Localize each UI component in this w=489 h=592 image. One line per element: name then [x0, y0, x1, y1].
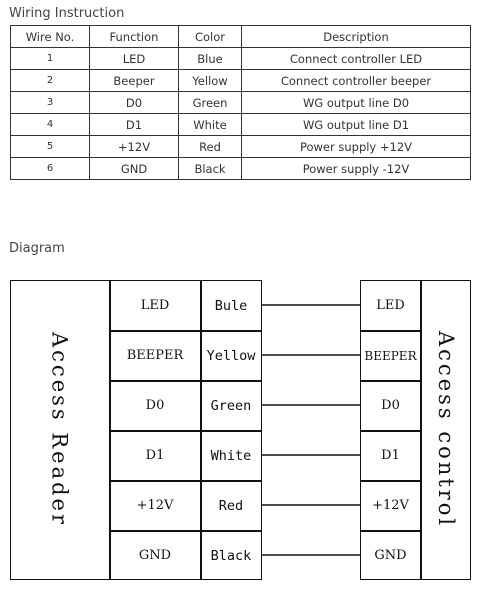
access-control-label: Access control [434, 331, 458, 529]
cell-description: WG output line D0 [242, 92, 471, 114]
access-reader-label: Access Reader [47, 332, 72, 528]
control-function-d0: D0 [381, 398, 400, 413]
cell-function: Beeper [90, 70, 179, 92]
control-function-gnd: GND [374, 548, 407, 563]
cell-wire-no: 5 [11, 136, 90, 158]
cell-function: D1 [90, 114, 179, 136]
cell-wire-no: 6 [11, 158, 90, 180]
reader-function-beeper: BEEPER [126, 348, 184, 363]
cell-description: Connect controller beeper [242, 70, 471, 92]
cell-color: Blue [179, 48, 242, 70]
cell-function: GND [90, 158, 179, 180]
color-cell: White [210, 447, 252, 464]
cell-wire-no: 3 [11, 92, 90, 114]
cell-color: Black [179, 158, 242, 180]
cell-wire-no: 4 [11, 114, 90, 136]
col-header-wire-no: Wire No. [11, 26, 90, 48]
reader-function-led: LED [140, 298, 170, 313]
reader-function-12v: +12V [136, 498, 174, 513]
diagram-title: Diagram [9, 241, 65, 256]
color-cell: Bule [214, 297, 248, 314]
col-header-function: Function [90, 26, 179, 48]
control-function-12v: +12V [372, 498, 409, 513]
cell-function: D0 [90, 92, 179, 114]
cell-wire-no: 1 [11, 48, 90, 70]
cell-description: Power supply -12V [242, 158, 471, 180]
control-function-d1: D1 [381, 448, 400, 463]
cell-wire-no: 2 [11, 70, 90, 92]
wiring-instruction-title: Wiring Instruction [9, 6, 125, 21]
cell-function: +12V [90, 136, 179, 158]
color-cell: Red [218, 497, 244, 514]
reader-function-d0: D0 [145, 398, 165, 413]
cell-description: Power supply +12V [242, 136, 471, 158]
control-function-led: LED [376, 298, 405, 313]
cell-color: Red [179, 136, 242, 158]
col-header-color: Color [179, 26, 242, 48]
control-function-beeper: BEEPER [364, 348, 417, 363]
reader-function-d1: D1 [145, 448, 165, 463]
cell-color: Yellow [179, 70, 242, 92]
cell-function: LED [90, 48, 179, 70]
cell-color: Green [179, 92, 242, 114]
reader-function-gnd: GND [138, 548, 172, 563]
color-cell: Black [210, 547, 252, 564]
color-cell: Yellow [206, 347, 256, 364]
col-header-description: Description [242, 26, 471, 48]
cell-description: WG output line D1 [242, 114, 471, 136]
cell-color: White [179, 114, 242, 136]
color-cell: Green [210, 397, 252, 414]
cell-description: Connect controller LED [242, 48, 471, 70]
